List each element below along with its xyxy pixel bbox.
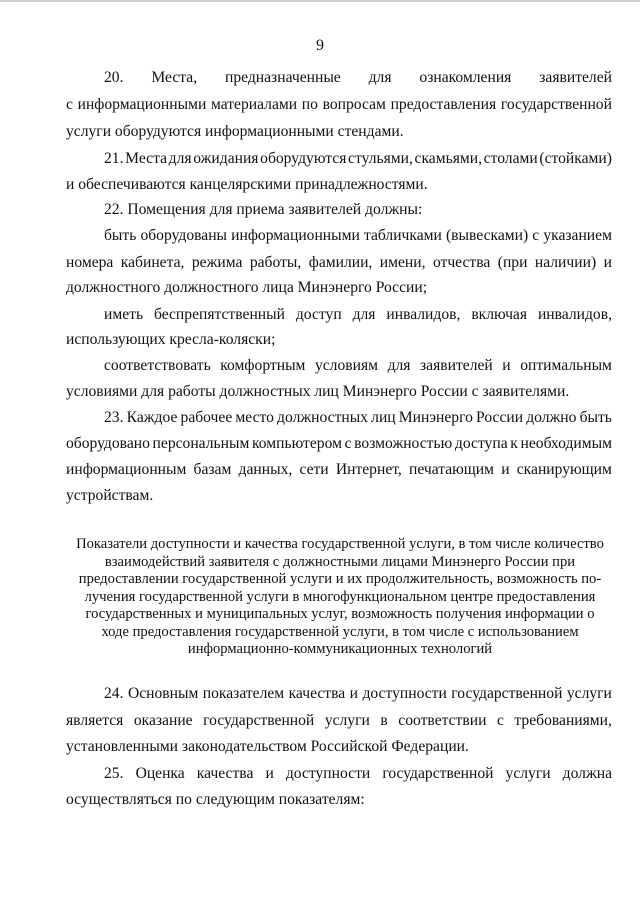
word: иметь	[104, 306, 144, 323]
word: указанием	[543, 227, 612, 244]
p24-line-3: установленными законодательством Российской Федерации.	[66, 738, 469, 755]
heading-line-7: информационно-коммуникационных технологий	[187, 641, 493, 657]
heading-line-5: государственных и муниципальных услуг, возможность получения информации о	[85, 606, 595, 622]
word: сканирующим	[516, 461, 612, 478]
word: наличии)	[534, 254, 597, 271]
word: Оценка	[135, 765, 185, 782]
word: печатающим	[408, 461, 495, 478]
word: доступности	[362, 685, 447, 702]
word: оборудованы	[140, 227, 228, 244]
word: 25.	[104, 765, 124, 782]
word: и	[502, 357, 511, 374]
word: для	[368, 69, 392, 86]
word: оборудуются	[260, 150, 347, 167]
word: с	[66, 96, 73, 113]
word: для	[168, 150, 192, 167]
word: (при	[497, 254, 528, 271]
p22-item-a-line-2	[66, 252, 612, 274]
word: предоставления	[390, 96, 497, 113]
word: требованиями,	[514, 712, 612, 729]
word: инвалидов,	[537, 306, 612, 323]
p23-line-1	[104, 407, 612, 429]
top-edge-line	[0, 0, 640, 2]
p22-item-c-line-1	[104, 355, 612, 377]
p23-line-2	[66, 433, 612, 455]
p21-line-2: и обеспечиваются канцелярскими принадлежностями.	[66, 176, 428, 193]
heading-line-2: взаимодействий заявителя с должностными лицами Минэнерго России при	[104, 553, 576, 570]
word: условиям	[314, 357, 379, 374]
word: с	[532, 227, 540, 244]
word: ознакомления	[419, 69, 512, 86]
word: и	[265, 765, 274, 782]
word: государственной	[451, 685, 563, 702]
word: 23.	[104, 409, 124, 426]
word: заявителей	[420, 357, 493, 374]
word: должностных	[277, 409, 369, 426]
word: к	[510, 435, 518, 452]
word: имени,	[379, 254, 426, 271]
word: оказание	[133, 712, 193, 729]
word: заявителей	[539, 69, 612, 86]
word: вопросам	[322, 96, 386, 113]
p22-intro: 22. Помещения для приема заявителей должны:	[104, 201, 423, 218]
word: и	[603, 254, 612, 271]
p22-item-a-line-1	[104, 225, 612, 247]
word: для	[387, 357, 411, 374]
word: оптимальным	[520, 357, 612, 374]
word: услуги	[505, 765, 551, 782]
word: лиц	[371, 409, 396, 426]
word: доступа	[454, 435, 508, 452]
word: должна	[562, 765, 612, 782]
word: (вывесками)	[445, 227, 529, 244]
p22-item-b-line-2: использующих кресла-коляски;	[66, 331, 276, 348]
word: отчества	[432, 254, 491, 271]
word: быть	[104, 227, 137, 244]
word: соответствии	[398, 712, 487, 729]
word: Интернет,	[335, 461, 402, 478]
word: необходимым	[520, 435, 612, 452]
word: ожидания	[193, 150, 259, 167]
p23-line-3	[66, 459, 612, 481]
word: быть	[579, 409, 612, 426]
word: является	[66, 712, 124, 729]
p22-item-c-line-2: условиями для работы должностных лиц Минэнерго России с заявителями.	[66, 383, 570, 400]
word: качества	[196, 765, 254, 782]
word: персональным	[152, 435, 250, 452]
word: столами	[483, 150, 538, 167]
word: табличками	[363, 227, 442, 244]
p22-item-a-line-3: должностного должностного лица Минэнерго России;	[66, 279, 428, 296]
word: работы,	[249, 254, 302, 271]
word: для	[352, 306, 376, 323]
word: стульями,	[348, 150, 413, 167]
word: скамьями,	[414, 150, 482, 167]
word: государственной	[203, 712, 315, 729]
word: в	[380, 712, 388, 729]
word: услуги	[324, 712, 370, 729]
word: компьютером	[251, 435, 342, 452]
heading-line-6: ходе предоставления государственной услуги, в том числе с использованием	[101, 623, 579, 640]
p25-line-2: осуществляться по следующим показателям:	[66, 791, 365, 808]
word: фамилии,	[308, 254, 373, 271]
p20-line-1	[104, 67, 612, 89]
word: данных,	[238, 461, 293, 478]
heading-line-4: лучения государственной услуги в многофункциональном центре предоставления	[84, 588, 596, 605]
word: России	[476, 409, 524, 426]
word: услуги	[566, 685, 612, 702]
word: (стойками)	[539, 150, 612, 167]
p24-line-2	[66, 710, 612, 732]
p20-line-3: услуги оборудуются информационными стендами.	[66, 123, 404, 140]
word: Каждое	[126, 409, 178, 426]
word: комфортным	[220, 357, 306, 374]
word: предназначенные	[225, 69, 341, 86]
word: режима	[191, 254, 243, 271]
word: оборудовано	[66, 435, 150, 452]
word: Минэнерго	[398, 409, 473, 426]
word: доступ	[295, 306, 342, 323]
word: Места,	[151, 69, 198, 86]
word: с	[344, 435, 352, 452]
word: информационными	[77, 96, 207, 113]
p21-line-1	[104, 148, 612, 170]
word: соответствовать	[104, 357, 211, 374]
word: государственной	[500, 96, 612, 113]
p23-line-4: устройствам.	[66, 487, 154, 504]
word: возможностью	[354, 435, 453, 452]
p25-line-1	[104, 763, 612, 785]
p24-line-1	[104, 683, 612, 705]
word: и	[349, 685, 358, 702]
p22-item-b-line-1	[104, 304, 612, 326]
word: информационными	[231, 227, 360, 244]
word: по	[301, 96, 318, 113]
word: кабинета,	[120, 254, 185, 271]
p20-line-2	[66, 94, 612, 116]
word: рабочее	[180, 409, 233, 426]
word: и	[501, 461, 510, 478]
word: включая	[471, 306, 528, 323]
word: доступности	[285, 765, 371, 782]
page-number: 9	[316, 37, 324, 54]
heading-line-3: предоставлении государственной услуги и их продолжительность, возможность по-	[78, 571, 602, 587]
word: 21.	[104, 150, 124, 167]
word: государственной	[382, 765, 494, 782]
word: с	[496, 712, 504, 729]
word: Основным	[127, 685, 199, 702]
word: 20.	[104, 69, 124, 86]
word: показателем	[202, 685, 285, 702]
word: качества	[288, 685, 346, 702]
word: 24.	[104, 685, 124, 702]
word: материалами	[210, 96, 298, 113]
word: информационным	[66, 461, 187, 478]
word: сети	[299, 461, 329, 478]
word: место	[235, 409, 274, 426]
word: Места	[125, 150, 167, 167]
heading-line-1: Показатели доступности и качества государственной услуги, в том числе количество	[76, 536, 604, 552]
word: должно	[526, 409, 577, 426]
word: базам	[193, 461, 232, 478]
word: номера	[66, 254, 114, 271]
word: беспрепятственный	[153, 306, 285, 323]
word: инвалидов,	[386, 306, 461, 323]
section-heading	[60, 536, 620, 659]
